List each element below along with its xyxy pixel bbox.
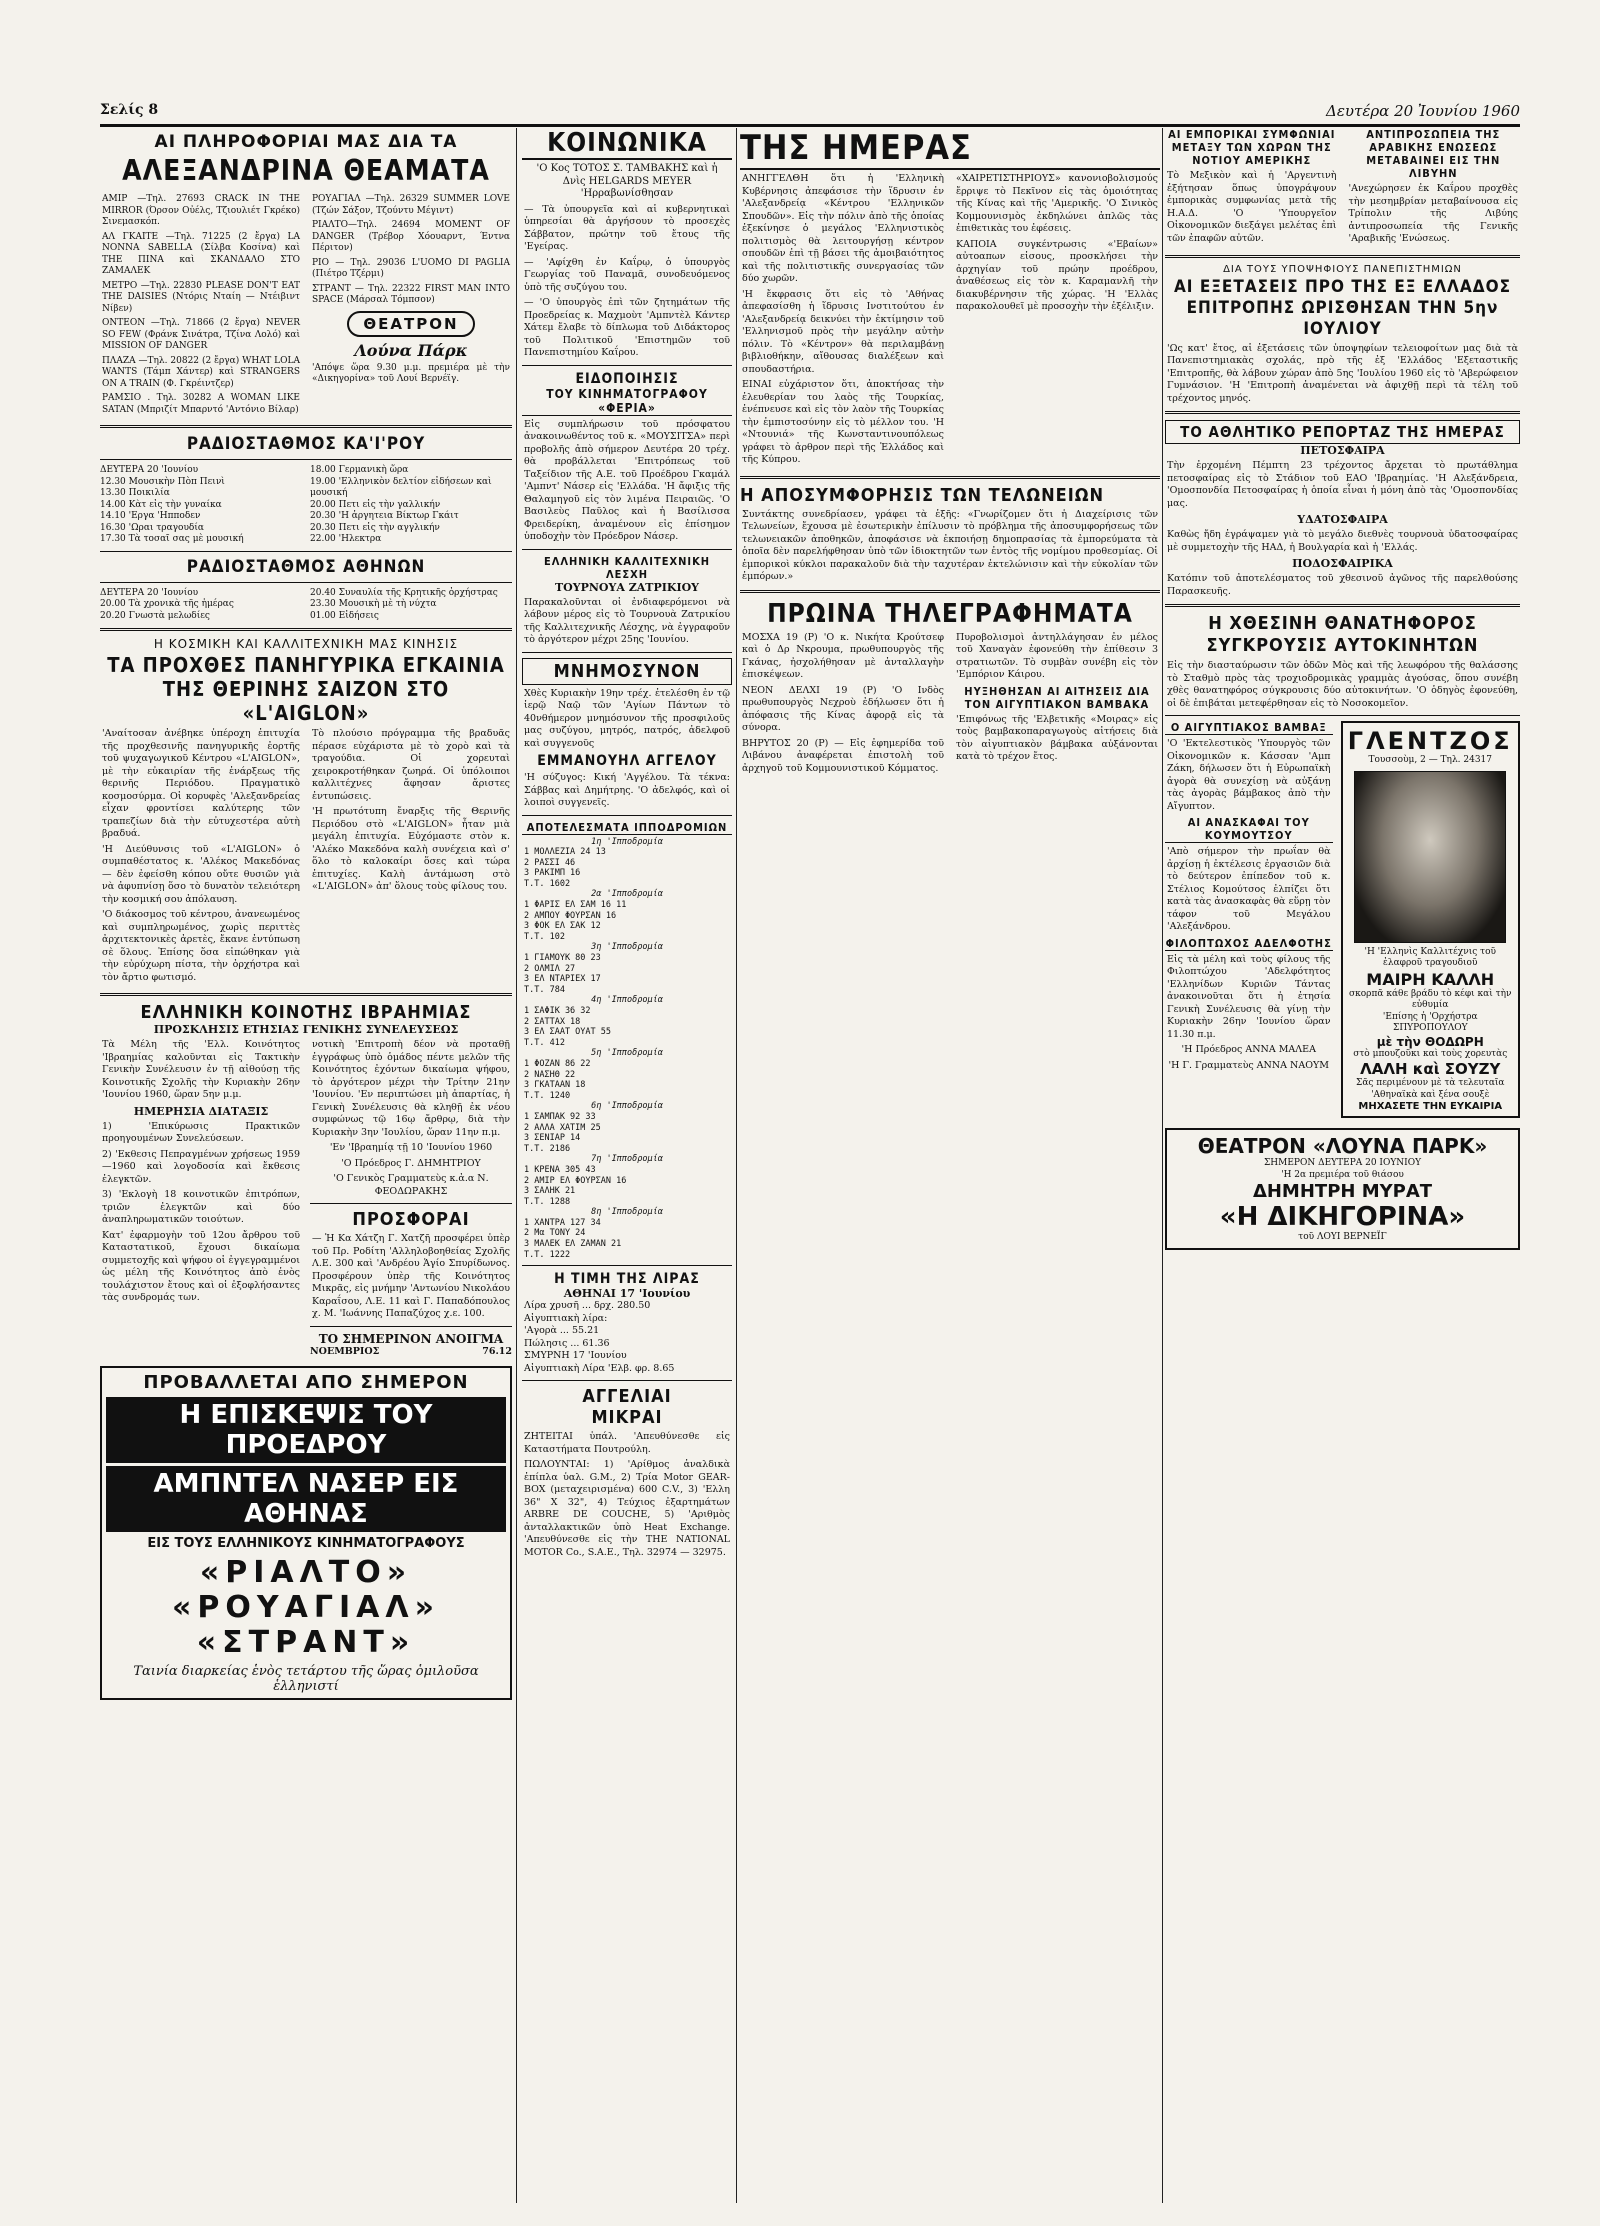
radio-entry: 13.30 Ποικιλία (100, 488, 170, 498)
social-paragraph: 'Ο διάκοσμος τοῦ κέντρου, ἀνανεωμένος καὶ συμπληρωμένος, χωρὶς περιττὲς ἀρχιτεκτονικὲς ἀρετὲς, ἔκανε ἐντύπωση σὲ ὅλους. Ἐπίσης ὅσα εἰπώθηκαν γιὰ τὴν εὐρύχωρη πίστα, τὴν ὀρχήστρα καὶ τὸν ἄρτιο φωτισμό. (102, 909, 300, 983)
telegram: ΒΗΡΥΤΟΣ 20 (Ρ) — Εἰς ἐφημερίδα τοῦ Λιβάνου ἀναφέρεται ἐπιστολὴ τοῦ ἀρχηγοῦ τοῦ Κομμουνιστικοῦ Κόμματος. (742, 737, 944, 774)
race-results (524, 837, 730, 1261)
cinema-listing: ΜΕΤΡΟ —Τηλ. 22830 PLEASE DON'T EAT THE DAISIES (Ντόρις Νταίη — Ντέιβιντ Νίβεν) (102, 280, 300, 314)
radio-entry: 17.30 Τὰ τοσαῖ σας μὲ μουσική (100, 534, 244, 544)
radio-entry: 18.00 Γερμανικὴ ὥρα (310, 465, 409, 475)
race-row: Τ.Τ. 412 (524, 1037, 565, 1048)
offers-text: — Ἡ Κα Χάτζη Γ. Χατζῆ προσφέρει ὑπὲρ τοῦ Πρ. Ροδίτη 'Αλληλοβοηθείας Σχολῆς Λ.Ε. 300 καὶ 'Ανδρέου Ἁγίο Σπυρίδωνος. Προσφέρουν ὑπὲρ τῆς Κοινότητος Μικρᾶς, εἰς μνήμην 'Αντωνίου Νικολάου Καραΐσου, Λ.Ε. 11 καὶ Γ. Παπαδόπουλος χ. Μ. 'Ιωάννης Παπαζύχος χ.ε. 100. (312, 1233, 510, 1319)
opening-value: 76.12 (482, 1345, 512, 1357)
race-row: 3 ΕΛ ΝΤΑΡΙΕΧ 17 (524, 974, 601, 985)
races-title: ΑΠΟΤΕΛΕΣΜΑΤΑ ΙΠΠΟΔΡΟΜΙΩΝ (522, 821, 732, 835)
sports-subhead: ΠΟΔΟΣΦΑΙΡΙΚΑ (1292, 557, 1393, 570)
race-row: 1 ΧΑΝΤΡΑ 127 34 (524, 1217, 601, 1228)
radio-entry: 20.20 Γνωστὰ μελωδίες (100, 610, 210, 621)
ibrahimia-signature: 'Ο Γενικὸς Γραμματεὺς κ.ἀ.α Ν. ΦΕΟΔΩΡΑΚΗΣ (333, 1173, 489, 1197)
classifieds-subtitle: ΜΙΚΡΑΙ (591, 1407, 663, 1429)
of-the-day-title: ΤΗΣ ΗΜΕΡΑΣ (740, 128, 1160, 170)
race-row: Τ.Τ. 1222 (524, 1249, 571, 1260)
telegrams-title: ΠΡΩΙΝΑ ΤΗΛΕΓΡΑΦΗΜΑΤΑ (767, 598, 1133, 629)
radio-entry: 20.30 Πετι εἰς τὴν αγγλικήν (310, 522, 440, 533)
ibrahimia-place: 'Εν 'Ιβραημίᾳ τῇ 10 'Ιουνίου 1960 (329, 1142, 493, 1153)
glentzos-ad (1341, 721, 1521, 1118)
glentzos-caption: 'Η 'Ελληνὶς Καλλιτέχνις τοῦ ἐλαφροῦ τραγουδιοῦ (1364, 946, 1497, 968)
ibrahimia-paragraph: Τὰ Μέλη τῆς 'Ελλ. Κοινότητος 'Ιβραημίας καλοῦνται εἰς Τακτικὴν Γενικὴν Συνέλευσιν ἐν τῇ αἰθούσῃ τῆς Κοινοτικῆς Σχολῆς τὴν Κυριακὴν 26ην 'Ιουνίου 1960, ὥραν 5ην μ.μ. (102, 1039, 300, 1100)
column-article: ΕΙΝΑΙ εὐχάριστον ὅτι, ἀποκτήσας τὴν ἐλευθερίαν του λαὸς τῆς Τουρκίας, ἐνέπνευσε καὶ εἰς τὸν λαὸν τῆς Τουρκίας τὴν ἐμπιστοσύνην εἰς τὸ μέλλον του. 'Η «Ντουνιά» τῆς Κωνσταντινουπόλεως γράφει τὸ ἀρθρον περὶ τῆς Ἑλλάδος καὶ τῆς Κύπρου. (742, 379, 944, 465)
pound-row: Αἰγυπτιακὴ Λίρα 'Ελβ. φρ. 8.65 (524, 1362, 675, 1374)
race-row: 1 ΣΑΜΠΑΚ 92 33 (524, 1111, 596, 1122)
column-article: ΑΝΗΓΓΕΛΘΗ ὅτι ἡ 'Ελληνικὴ Κυβέρνησις ἀπεφάσισε τὴν ἵδρυσιν ἐν 'Αλεξανδρείᾳ «Κέντρου 'Ελληνικῶν Σπουδῶν». Εἰς τὴν πόλιν ἀπὸ τῆς ὁποίας ἐξεκίνησε ὁ μεγάλος 'Ελληνιστικὸς πολιτισμὸς θὰ λειτουργήσῃ κέντρον σπουδῶν ἐπὶ τῇ βάσει τῆς ἀμοιβαιότητος καὶ τῆς πολιτιστικῆς συνεργασίας τῶν δύο χωρῶν. (742, 173, 944, 284)
radio-entry: 20.00 Πετι εἰς τὴν γαλλικήν (310, 499, 441, 510)
race-row: 2 ΑΜΙΡ ΕΛ ΦΟΥΡΣΑΝ 16 (524, 1175, 627, 1186)
social-paragraph: 'Η Διεύθυνσις τοῦ «L'AIGLON» ὁ συμπαθέστατος κ. 'Αλέκος Μακεδόνας — δὲν ἐφείσθη κόπου οὔτε θυσιῶν γιὰ νὰ ἀφυπνίσῃ ὅσο τὸ δυνατὸν τελειότερη τὴν κοσμική σου ἀπόλαυση. (102, 843, 300, 905)
singer-name: ΜΑΙΡΗ ΚΑΛΛΗ (1366, 969, 1495, 989)
theatre-note: 'Απόψε ὥρα 9.30 μ.μ. πρεμιέρα μὲ τὴν «Δικηγορίνα» τοῦ Λουί Βερνέϊγ. (312, 362, 510, 384)
telegram: ΝΕΟΝ ΔΕΛΧΙ 19 (Ρ) 'Ο Ινδὸς πρωθυπουργὸς Νεχροὺ ἐδήλωσεν ὅτι ἡ ἀπόφασις τῆς Κίνας ἀφορᾷ εἰς τὰ σύνορα. (742, 684, 944, 733)
race-row: 1 ΜΟΛΛΕΖΙΑ 24 13 (524, 847, 606, 858)
exams-kicker: ΔΙΑ ΤΟΥΣ ΥΠΟΨΗΦΙΟΥΣ ΠΑΝΕΠΙΣΤΗΜΙΩΝ (1223, 263, 1462, 275)
ibrahimia-subtitle: ΠΡΟΣΚΛΗΣΙΣ ΕΤΗΣΙΑΣ ΓΕΝΙΚΗΣ ΣΥΝΕΛΕΥΣΕΩΣ (153, 1023, 459, 1036)
radio-date: ΔΕΥΤΕΡΑ 20 'Ιουνίου (100, 465, 199, 475)
theatre-badge: ΘΕΑΤΡΟΝ (347, 311, 474, 337)
customs-text: Συντάκτης συνεδρίασεν, γράφει τὰ ἑξῆς: «Γνωρίζομεν ὅτι ἡ Διαχείρισις τῶν Τελωνείων, ἔχουσα μὲ ἐσωτερικὴν ἐπίλυσιν τὸ πρόβλημα τῆς ἀποσυμφορήσεως τῶν τελωνειακῶν ἀποθηκῶν, ἀποφάσισε νὰ ἐκποιήσῃ δημοπρασίας τὰ ἐμπορεύματα τὰ ὁποῖα δὲν παρελήφθησαν ὑπὸ τῶν ἰδιοκτητῶν των ἐντὸς τῆς νομίμου προθεσμίας. Οἱ ἐμπορικοὶ κύκλοι παρακαλοῦν διὰ τὴν ταχυτέραν ἐκτελώνισιν καὶ τὴν εὐκολίαν τῶν ἐμπόρων.» (742, 508, 1158, 582)
radio-entry: 23.30 Μουσικὴ μὲ τὴ νύχτα (310, 599, 437, 609)
race-heading: 2α 'Ιπποδρομία (591, 889, 663, 900)
ibrahimia-signature: 'Ο Πρόεδρος Γ. ΔΗΜΗΤΡΙΟΥ (341, 1157, 481, 1169)
radio-entry: 16.30 'Ωραι τραγουδία (100, 522, 204, 533)
race-row: 2 Μα ΤΟΝΥ 24 (524, 1228, 586, 1239)
social-news: — 'Αφίχθη ἐν Καΐρῳ, ὁ ὑπουργὸς Γεωργίας τοῦ Παναμᾶ, συνοδευόμενος ὑπὸ τῆς συζύγου του. (524, 256, 730, 293)
cotton-title: Ο ΑΙΓΥΠΤΙΑΚΟΣ ΒΑΜΒΑΞ (1165, 721, 1333, 735)
exams-text: 'Ως κατ' ἔτος, αἱ ἐξετάσεις τῶν ὑποψηφίων τελειοφοίτων μας διὰ τὰ Πανεπιστημιακὰς σχολάς, πρὸ τῆς ἐξ 'Ελλάδος 'Εξεταστικῆς 'Επιτροπῆς, θὰ λάβουν χώραν ἀπὸ 5ης 'Ιουλίου 1960 εἰς τὸ 'Αβερώφειον Γυμνάσιον. 'Η 'Επιτροπὴ ἀναμένεται νὰ ἀφιχθῇ περὶ τὰ τέλη τοῦ τρέχοντος μηνός. (1167, 342, 1518, 404)
cinema-listing: ΣΤΡΑΝΤ — Τηλ. 22322 FIRST MAN INTO SPACE (Μάρσαλ Τόμπσον) (312, 283, 510, 305)
ad-headline: Η ΕΠΙΣΚΕΨΙΣ ΤΟΥ ΠΡΟΕΔΡΟΥ (106, 1397, 506, 1463)
trade-text: Τὸ Μεξικὸν καὶ ἡ 'Αργεντινὴ ἐξήτησαν ὅπως ὑπογράψουν ἐμπορικὰς συμφωνίας μετὰ τῆς Η.Α.Δ. 'Ο 'Υπουργεῖον Οἰκονομικῶν διεξάγει μελέτας ἐπὶ τῶν ἐπαφῶν αὐτῶν. (1167, 170, 1337, 244)
ad-headline: ΑΜΠΝΤΕΛ ΝΑΣΕΡ ΕΙΣ ΑΘΗΝΑΣ (106, 1466, 506, 1532)
pound-row: 'Αγορὰ ... 55.21 (524, 1325, 600, 1337)
race-row: 2 ΑΜΠΟΥ ΦΟΥΡΣΑΝ 16 (524, 910, 617, 921)
memorial-text: Χθὲς Κυριακὴν 19ην τρέχ. ἐτελέσθη ἐν τῷ ἱερῷ Ναῷ τῶν 'Αγίων Πάντων τὸ 40νθήμερον μνημόσυνον τῆς προσφιλοῦς μας συζύγου, μητρός, πατρός, ἀδελφοῦ καὶ συγγενοῦς (524, 687, 730, 749)
cinema-listing: ΑΛ ΓΚΑΙΤΕ —Τηλ. 71225 (2 ἔργα) LA NONNA SABELLA (Σίλβα Κοσίνα) καὶ THE ΠΙΝΑ καὶ ΣΚΑΝΔΑΛΟ ΣΤΟ ΖΑΜΑΛΕΚ (102, 231, 300, 276)
chess-text: Παρακαλοῦνται οἱ ἐνδιαφερόμενοι νὰ λάβουν μέρος εἰς τὸ Τουρνουὰ Ζατρικίου τῆς Καλλιτεχνικῆς Λέσχης, νὰ ἐγγραφοῦν τὸ ἀργότερον μέχρι 25ης 'Ιουνίου. (524, 596, 730, 645)
cinema-listing: ΡΙΟ — Τηλ. 29036 L'UOMO DI PAGLIA (Πιέτρο Τζέρμι) (312, 257, 510, 279)
glentzos-line: Σᾶς περιμένουν μὲ τὰ τελευταῖα 'Αθηναϊκὰ καὶ ξένα σουξὲ (1355, 1078, 1505, 1100)
social-news: — Τὰ ὑπουργεῖα καὶ αἱ κυβερνητικαὶ ὑπηρεσίαι θὰ ἀργήσουν τὸ προσεχὲς Σάββατον, πρώτην τοῦ ἔτους τῆς 'Εγείρας. (524, 203, 730, 252)
race-heading: 4η 'Ιπποδρομία (591, 995, 663, 1006)
excavation-title: ΑΙ ΑΝΑΣΚΑΦΑΙ ΤΟΥ ΚΟΥΜΟΥΤΣΟΥ (1165, 816, 1333, 843)
pound-title: Η ΤΙΜΗ ΤΗΣ ΛΙΡΑΣ (554, 1271, 700, 1288)
race-heading: 6η 'Ιπποδρομία (591, 1101, 663, 1112)
lunapark-play: «Η ΔΙΚΗΓΟΡΙΝΑ» (1219, 1202, 1466, 1232)
race-row: Τ.Τ. 1240 (524, 1090, 571, 1101)
agenda-item: 3) 'Εκλογὴ 18 κοινοτικῶν ἐπιτρόπων, τριῶν ἐλεγκτῶν καὶ δύο ἀναπληρωματικῶν τοιούτων. (102, 1189, 300, 1225)
shows-title: ΑΛΕΞΑΝΔΡΙΝΑ ΘΕΑΜΑΤΑ (122, 154, 490, 187)
column-2 (522, 128, 732, 2208)
race-row: 1 ΦΑΡΙΣ ΕΛ ΣΑΜ 16 11 (524, 900, 627, 911)
race-heading: 7η 'Ιπποδρομία (591, 1154, 663, 1165)
pound-row: Πώλησις ... 61.36 (524, 1337, 610, 1349)
glentzos-address: Τουσσοὺμ, 2 — Τηλ. 24317 (1368, 755, 1493, 765)
lunapark-author: τοῦ ΛΟΥΙ ΒΕΡΝΕΪΓ (1298, 1232, 1387, 1242)
race-heading: 5η 'Ιπποδρομία (591, 1048, 663, 1059)
race-row: Τ.Τ. 102 (524, 931, 565, 942)
ad-cinema: «ΣΤΡΑΝΤ» (196, 1625, 416, 1660)
cinema-listing: ΠΛΑΖΑ —Τηλ. 20822 (2 ἔργα) WHAT LOLA WANTS (Τάμπ Χάντερ) καὶ STRANGERS ON A TRAIN (Φ. Γκρέιντζερ) (102, 355, 300, 389)
lunapark-ad (1165, 1128, 1520, 1250)
classifieds-title: ΑΓΓΕΛΙΑΙ (582, 1386, 672, 1408)
cinema-listing: ΡΙΑΛΤΟ—Τηλ. 24694 MOMENT OF DANGER (Τρέβορ Χόουαρντ, Έντνα Πέριτον) (312, 220, 510, 253)
column-divider (736, 128, 737, 2203)
radio-entry: 19.00 'Ελληνικὸν δελτίον εἰδήσεων καὶ μουσική (310, 476, 492, 498)
race-row: 2 ΑΛΛΑ ΧΑΤΙΜ 25 (524, 1122, 601, 1133)
excavation-text: 'Απὸ σήμερον τὴν πρωΐαν θὰ ἀρχίσῃ ἡ ἐκτέλεσις ἐργασιῶν διὰ τὸ δεύτερον ἐπίπεδον τοῦ κ. Στέλιος Κομούτσος ἐλπίζει ὅτι κατὰ τὰς ἀνασκαφὰς θὰ εὕρῃ τὸν τάφον τοῦ Μεγάλου 'Αλεξάνδρου. (1167, 846, 1331, 932)
race-row: 2 ΝΑΣΗΘ 22 (524, 1069, 576, 1080)
cotton-text: 'Ο 'Εκτελεστικὸς 'Υπουργὸς τῶν Οἰκονομικῶν κ. Κάσσαν 'Αμπ Ζάκη, δήλωσεν ὅτι ἡ Εὐρωπαϊκὴ ἀγορὰ θὰ συνεχίσῃ νὰ αὐξάνῃ τὰς ἀγορὰς βάμβακος ἀπὸ τὴν Αἴγυπτον. (1167, 738, 1331, 812)
race-row: 1 ΚΡΕΝΑ 305 43 (524, 1164, 596, 1175)
ibrahimia-paragraph: νοτικὴ 'Επιτροπὴ δέον νὰ προταθῇ ἐγγράφως ὑπὸ ὁμάδος πέντε μελῶν τῆς Κοινότητος ἐχόντων δικαίωμα ψήφου, τὸ ἀργότερον μέχρι τὴν Τρίτην 21ην 'Ιουνίου. 'Εν περιπτώσει μὴ ἀπαρτίας, ἡ Γενικὴ Συνέλευσις θὰ κληθῇ ἐκ νέου συμφώνως τῷ 16ῳ ἄρθρῳ, διὰ τὴν Κυριακὴν 3ην 'Ιουλίου, ὥραν 11ην π.μ. (312, 1039, 510, 1138)
agenda-item: 1) 'Επικύρωσις Πρακτικῶν προηγουμένων Συνελεύσεων. (102, 1120, 300, 1144)
race-row: 2 ΟΛΜΙΛ 27 (524, 963, 576, 974)
radio-entry: 20.00 Τὰ χρονικὰ τῆς ἡμέρας (100, 599, 234, 609)
column-article: ΚΑΠΟΙΑ συγκέντρωσις «'Εβαίων» αὐτοαπων εἰσους, προσκλήσει τὴν ἀρχηγίαν τοῦ πρώην προέδρου, ἀναθέσεως εἰς τὸν κ. Καραμανλῆ τὴν διακυβέρνησιν τῆς χώρας. 'Η 'Ελλὰς παρακολουθεῖ μὲ προσοχὴν τὴν ἐξέλιξιν. (956, 238, 1158, 312)
customs-title: Η ΑΠΟΣΥΜΦΟΡΗΣΙΣ ΤΩΝ ΤΕΛΩΝΕΙΩΝ (740, 484, 1105, 506)
theatre-name: Λούνα Πάρκ (354, 340, 468, 360)
glentzos-line: μὲ τὴν ΘΟΔΩΡΗ (1376, 1034, 1484, 1049)
cotton-demand-title: ΗΥΞΗΘΗΣΑΝ ΑΙ ΑΙΤΗΣΕΙΣ ΔΙΑ ΤΟΝ ΑΙΓΥΠΤΙΑΚΟΝ ΒΑΜΒΑΚΑ (964, 684, 1150, 711)
race-row: Τ.Τ. 1288 (524, 1196, 571, 1207)
social-paragraph: 'Αναίτοσαν ἀνέβηκε ὑπέροχη ἐπιτυχία τῆς προχθεσινῆς πανηγυρικῆς ἐορτῆς τοῦ ψυχαγωγικοῦ Κέντρου «L'AIGLON», μὲ τὴν εὐκαιρίαν τῆς ἐνάρξεως τῆς θερινῆς Περιόδου. Πραγματικὸ κοσμοσύρμα. Οἱ κορυφὲς 'Αλεξανδρείας εἶχαν φροντίσει καλύτερης τῶν τραπεζίων διὰ τὴν εὐτυχεστέρα αὐτὴ βραδυά. (102, 728, 300, 839)
radio-cairo-title: ΡΑΔΙΟΣΤΑΘΜΟΣ ΚΑ'Ι'ΡΟΥ (186, 434, 426, 454)
pound-row: Λίρα χρυσῆ ... δρχ. 280.50 (524, 1300, 651, 1312)
page-number: Σελίς 8 (100, 102, 159, 118)
pound-subtitle: ΑΘΗΝΑΙ 17 'Ιουνίου (563, 1287, 691, 1301)
opening-title: ΤΟ ΣΗΜΕΡΙΝΟΝ ΑΝΟΙΓΜΑ (318, 1331, 504, 1346)
charity-signature: 'Η Πρόεδρος ΑΝΝΑ ΜΑΛΕΑ (1181, 1044, 1316, 1055)
column-divider (1162, 128, 1163, 2203)
glentzos-line: ΜΗΧΑΣΕΤΕ ΤΗΝ ΕΥΚΑΙΡΙΑ (1358, 1101, 1503, 1112)
race-row: 3 ΣΑΛΗΚ 21 (524, 1186, 576, 1197)
radio-date: ΔΕΥΤΕΡΑ 20 'Ιουνίου (100, 587, 199, 598)
radio-entry: 22.00 'Ηλεκτρα (310, 534, 382, 544)
pound-row: ΣΜΥΡΝΗ 17 'Ιουνίου (524, 1350, 627, 1362)
race-row: 3 ΜΑΛΕΚ ΕΛ ΖΑΜΑΝ 21 (524, 1239, 622, 1250)
race-row: 3 ΡΑΚΙΜΠ 16 (524, 868, 581, 879)
radio-entry: 14.10 'Εργα 'Ηπποδεν (100, 511, 201, 521)
cinema-listing: ΡΑΜΣΙΟ . Τηλ. 30282 A WOMAN LIKE SATAN (Μπριζίτ Μπαρντό 'Αντόνιο Βίλαρ) (102, 393, 300, 415)
ad-cinema: «ΡΙΑΛΤΟ» (199, 1555, 413, 1590)
sports-text: Κατόπιν τοῦ ἀποτελέσματος τοῦ χθεσινοῦ ἀγῶνος τῆς παρελθούσης Παρασκευῆς. (1167, 573, 1518, 597)
chess-title: ΕΛΛΗΝΙΚΗ ΚΑΛΛΙΤΕΧΝΙΚΗ ΛΕΣΧΗ (543, 554, 711, 581)
race-row: 1 ΣΑΦΙΚ 36 32 (524, 1006, 591, 1016)
race-row: Τ.Τ. 2186 (524, 1143, 571, 1154)
radio-entry: 20.40 Συναυλία τῆς Κρητικῆς ὀρχήστρας (310, 587, 498, 598)
race-row: 1 ΓΙΑΜΟΥΚ 80 23 (524, 953, 601, 964)
race-row: 3 ΕΛ ΣΑΑΤ ΟΥΑΤ 55 (524, 1027, 611, 1038)
pound-row: Αἰγυπτιακὴ λίρα: (524, 1312, 608, 1324)
engagement-notice: 'Ο Κος ΤΟΤΟΣ Σ. ΤΑΜΒΑΚΗΣ καὶ ἡ Δνὶς HELGARDS MEYER 'Ηρραβωνίσθησαν (536, 163, 718, 199)
radio-entry: 12.30 Μουσικὴν Πὸπ Πεινὶ (100, 476, 225, 487)
accident-headline: Η ΧΘΕΣΙΝΗ ΘΑΝΑΤΗΦΟΡΟΣ ΣΥΓΚΡΟΥΣΙΣ ΑΥΤΟΚΙΝΗΤΩΝ (1206, 613, 1479, 656)
radio-entry: 01.00 Εἰδήσεις (310, 610, 379, 621)
telegram: ΜΟΣΧΑ 19 (Ρ) 'Ο κ. Νικήτα Κρούτσεφ καὶ ὁ Δρ Νκρουμα, πρωθυπουργὸς τῆς Γκάνας, ἠσχολήθησαν μὲ ἀνταλλαγὴν ἐπισκέψεων. (742, 631, 944, 680)
dancers-names: ΛΑΛΗ καὶ ΣΟΥΖΥ (1360, 1060, 1501, 1078)
sports-title: ΤΟ ΑΘΛΗΤΙΚΟ ΡΕΠΟΡΤΑΖ ΤΗΣ ΗΜΕΡΑΣ (1165, 420, 1520, 444)
social-kicker: Η ΚΟΣΜΙΚΗ ΚΑΙ ΚΑΛΛΙΤΕΧΝΙΚΗ ΜΑΣ ΚΙΝΗΣΙΣ (153, 637, 459, 651)
lunapark-date: ΣΗΜΕΡΟΝ ΔΕΥΤΕΡΑ 20 ΙΟΥΝΙΟΥ (1263, 1158, 1422, 1168)
feria-text: Εἰς συμπλήρωσιν τοῦ πρόσφατου ἀνακοινωθέντος τοῦ κ. «ΜΟΥΣΙΤΣΑ» περὶ προβολῆς ἀπὸ σήμερον Δευτέρα 20 τρέχ. θὰ προβάλλεται 'Επιτρόπεως τοῦ Ταξείδιον τῆς Α.Ε. τοῦ Προέδρου Γκαμάλ 'Αμπντ' Νάσερ εἰς 'Ελλάδα. 'Η ἄφιξις τῆς Θαλαμηγοῦ εἰς τὸν λιμένα Πειραιῶς. 'Ο Βασιλεὺς Παῦλος καὶ ἡ Βασίλισσα Φρειδερίκη, ἀναμένουν εἰς ἐπίσημον ὑποδοχὴν τὸν Πρόεδρον Νάσερ. (524, 418, 730, 542)
lunapark-line: 'Η 2α πρεμιέρα τοῦ θιάσου (1281, 1169, 1404, 1180)
column-4 (1165, 128, 1520, 2208)
radio-entry: 14.00 Κὰτ εἰς τὴν γυναίκα (100, 499, 222, 510)
glentzos-line: στὸ μπουζοῦκι καὶ τοὺς χορευτὰς (1353, 1048, 1508, 1059)
sports-subhead: ΠΕΤΟΣΦΑΙΡΑ (1300, 444, 1385, 457)
radio-entry: 20.30 'Η ἀργητεια Βίκτωρ Γκάιτ (310, 511, 459, 521)
charity-title: ΦΙΛΟΠΤΩΧΟΣ ΑΔΕΛΦΟΤΗΣ (1165, 936, 1332, 950)
race-heading: 3η 'Ιπποδρομία (591, 942, 663, 953)
arab-delegation-text: 'Ανεχώρησεν ἐκ Καΐρου προχθὲς τὴν μεσημβρίαν μεταβαίνουσα εἰς Τρίπολιν τῆς Λιβύης ἀντιπροσωπεία τῆς Γενικῆς 'Αραβικῆς 'Ενώσεως. (1348, 183, 1518, 244)
cinema-listing: ΟΝΤΕΟΝ —Τηλ. 71866 (2 ἔργα) NEVER SO FEW (Φράνκ Σινάτρα, Τζίνα Λολό) καὶ MISSION OF DANGER (102, 318, 300, 351)
column-1 (100, 128, 512, 2208)
offers-title: ΠΡΟΣΦΟΡΑΙ (352, 1209, 470, 1230)
race-row: Τ.Τ. 784 (524, 984, 565, 995)
ad-subtitle: ΕΙΣ ΤΟΥΣ ΕΛΛΗΝΙΚΟΥΣ ΚΙΝΗΜΑΤΟΓΡΑΦΟΥΣ (147, 1536, 465, 1551)
charity-signature: 'Η Γ. Γραμματεὺς ΑΝΝΑ ΝΑΟΥΜ (1168, 1059, 1330, 1071)
classified-ad: ΠΩΛΟΥΝΤΑΙ: 1) 'Αρίθμος ἀναλδικὰ ἐπίπλα ὑαλ. G.M., 2) Τρία Motor GEAR-BOX (μεταχειρισμένα) 600 C.V., 3) 'Ελλη 36" X 32", 4) Τεύχιος ἐξαρτημάτων ARBRE DE COUCHE, 5) 'Αριθμὸς ἀνταλλακτικῶν ὑπὸ Heat Exchange. 'Απευθύνεσθε εἰς τὴν THE NATIONAL MOTOR Co., S.A.E., Τηλ. 32974 — 32975. (524, 1459, 730, 1558)
race-row: 2 ΡΑΣΣΙ 46 (524, 857, 576, 868)
trade-title: ΑΙ ΕΜΠΟΡΙΚΑΙ ΣΥΜΦΩΝΙΑΙ ΜΕΤΑΞΥ ΤΩΝ ΧΩΡΩΝ ΤΗΣ ΝΟΤΙΟΥ ΑΜΕΡΙΚΗΣ (1168, 128, 1336, 167)
sports-subhead: ΥΔΑΤΟΣΦΑΙΡΑ (1297, 513, 1388, 526)
race-row: 3 ΓΚΑΤΑΑΝ 18 (524, 1080, 586, 1091)
arab-delegation-title: ΑΝΤΙΠΡΟΣΩΠΕΙΑ ΤΗΣ ΑΡΑΒΙΚΗΣ ΕΝΩΣΕΩΣ ΜΕΤΑΒΑΙΝΕΙ ΕΙΣ ΤΗΝ ΛΙΒΥΗΝ (1366, 128, 1501, 180)
column-article: «ΧΑΙΡΕΤΙΣΤΗΡΙΟΥΣ» κανονιοβολισμούς ἔρριψε τὸ Πεκῖνον εἰς τὰς ὁμοιότητας τῆς Κίνας καὶ τῆς 'Αμερικῆς. 'Ο Σινικὸς Κομμουνισμὸς ἐκδηλώνει ἁπλῶς τὰς ἐπιθετικὰς του ἐφέσεις. (956, 173, 1158, 234)
agenda-item: 2) 'Εκθεσις Πεπραγμένων χρήσεως 1959—1960 καὶ λογοδοσία καὶ ἔκθεσις ἐλεγκτῶν. (102, 1148, 300, 1185)
nasser-film-ad (100, 1366, 512, 1700)
exams-headline: ΑΙ ΕΞΕΤΑΣΕΙΣ ΠΡΟ ΤΗΣ ΕΞ ΕΛΛΑΔΟΣ ΕΠΙΤΡΟΠΗΣ ΩΡΙΣΘΗΣΑΝ ΤΗΝ 5ην ΙΟΥΛΙΟΥ (1173, 276, 1512, 339)
classified-ad: ΖΗΤΕΙΤΑΙ ὑπάλ. 'Απευθύνεσθε εἰς Καταστήματα Πουτρούλη. (524, 1431, 730, 1455)
ad-footer: Ταινία διαρκείας ἑνὸς τετάρτου τῆς ὥρας ὁμιλοῦσα ἑλληνιστί (133, 1664, 479, 1694)
singer-photo (1354, 771, 1506, 943)
race-row: 3 ΦΟΚ ΕΛ ΣΑΚ 12 (524, 921, 601, 932)
accident-text: Εἰς τὴν διασταύρωσιν τῶν ὁδῶν Μὸς καὶ τῆς λεωφόρου τῆς θαλάσσης τὸ Σταθμὸ πρὸς τὰς τροχιοδρομικὰς γραμμὰς ἀγούσας, ὅπου συνέβη χθὲς θανατηφόρος σύγκρουσις δύο αὐτοκινήτων. 'Ο ὁδηγὸς ἐφονεύθη, οἱ δὲ ἐπιβάται μετεφέρθησαν εἰς τὸ Νοσοκομεῖον. (1167, 660, 1518, 709)
sports-text: Καθὼς ἤδη ἐγράψαμεν γιὰ τὸ μεγάλο διεθνὲς τουρνουὰ ὑδατοσφαίρας μὲ συμμετοχὴν τῆς ΗΑΔ, ἡ Βουλγαρία καὶ ἡ 'Ελλάς. (1167, 529, 1518, 553)
column-divider (516, 128, 517, 2203)
ibrahimia-paragraph: Κατ' ἐφαρμογὴν τοῦ 12ου ἄρθρου τοῦ Καταστατικοῦ, ἔχουσι δικαίωμα συμμετοχῆς καὶ ψήφου οἱ ἐγγεγραμμένοι ὡς μέλη τῆς Κοινότητος ἀπὸ ἑνὸς τουλάχιστον ἔτους καὶ οἱ ἐξοφλήσαντες τὰς συνδρομάς των. (102, 1229, 300, 1303)
cinema-listing: ΑΜΙΡ —Τηλ. 27693 CRACK IN THE MIRROR (Όρσον Οὐέλς, Τζιουλιέτ Γκρέκο) Σινεμασκόπ. (102, 194, 300, 227)
social-column-title: ΚΟΙΝΩΝΙΚΑ (522, 128, 732, 160)
memorial-title: ΜΝΗΜΟΣΥΝΟΝ (522, 658, 732, 685)
memorial-family: 'Η σύζυγος: Κική 'Αγγέλου. Τὰ τέκνα: Σάββας καὶ Δημήτρης. 'Ο ἀδελφός, καὶ οἱ λοιποὶ συγγενεῖς. (524, 772, 730, 808)
race-row: Τ.Τ. 1602 (524, 878, 571, 889)
social-paragraph: Τὸ πλούσιο πρόγραμμα τῆς βραδυᾶς πέρασε εὐχάριστα μὲ τὸ χορὸ καὶ τὰ τραγούδια. Οἱ χορευταὶ χειροκροτήθηκαν ζωηρά. Οἱ ὑπόλοιποι καλλιτέχνες ἄφησαν ἄριστες ἐντυπώσεις. (312, 728, 510, 802)
social-headline: ΤΑ ΠΡΟΧΘΕΣ ΠΑΝΗΓΥΡΙΚΑ ΕΓΚΑΙΝΙΑ ΤΗΣ ΘΕΡΙΝΗΣ ΣΑΙΖΟΝ ΣΤΟ «L'AIGLON» (107, 653, 505, 725)
radio-athens-title: ΡΑΔΙΟΣΤΑΘΜΟΣ ΑΘΗΝΩΝ (186, 556, 426, 577)
glentzos-line: σκορπᾶ κάθε βράδυ τὸ κέφι καὶ τὴν εὐθυμία (1349, 988, 1512, 1010)
chess-subtitle: ΤΟΥΡΝΟΥΑ ΖΑΤΡΙΚΙΟΥ (554, 580, 700, 594)
column-article: 'Η ἔκφρασις ὅτι εἰς τὸ 'Αθήνας ἀπεφασίσθη ἡ ἵδρυσις Ινστιτούτου ἐν 'Αλεξανδρείᾳ δεικνύει τὴν ἐκτίμησιν τοῦ 'Ελληνισμοῦ πρὸς τὴν μεγάλην αὐτὴν πόλιν. Τὸ «Κέντρον» θὰ περιλαμβάνῃ βιβλιοθήκην, αἴθουσας διαλέξεων καὶ σπουδαστήρια. (742, 288, 944, 375)
memorial-name: ΕΜΜΑΝΟΥΗΛ ΑΓΓΕΛΟΥ (537, 753, 717, 769)
lunapark-troupe: ΔΗΜΗΤΡΗ ΜΥΡΑΤ (1252, 1181, 1433, 1202)
sports-text: Τὴν ἐρχομένη Πέμπτη 23 τρέχοντος ἄρχεται τὸ πρωτάθλημα πετοσφαίρας εἰς τὸ Στάδιον τοῦ ΕΑΟ 'Ιβραημίας. 'Η Αλεξάνδρεια, 'Ομοσπονδία Πετοσφαίρας ἡ ὁποία εἶναι ἡ μόνη ἀπὸ τὰς 'Ομοσπονδίας μας. (1167, 460, 1518, 509)
column-3 (740, 128, 1160, 2208)
cinema-listing: ΡΟΥΑΓΙΑΛ —Τηλ. 26329 SUMMER LOVE (Τζών Σάξον, Τζούντυ Μέγιντ) (312, 194, 510, 216)
race-heading: 8η 'Ιπποδρομία (591, 1207, 663, 1218)
race-row: 3 ΣΕΝΙΑΡ 14 (524, 1133, 581, 1144)
lunapark-title: ΘΕΑΤΡΟΝ «ΛΟΥΝΑ ΠΑΡΚ» (1197, 1134, 1488, 1158)
ibrahimia-title: ΕΛΛΗΝΙΚΗ ΚΟΙΝΟΤΗΣ ΙΒΡΑΗΜΙΑΣ (140, 1002, 472, 1023)
glentzos-title: ΓΛΕΝΤΖΟΣ (1347, 727, 1513, 755)
feria-title: ΤΟΥ ΚΙΝΗΜΑΤΟΓΡΑΦΟΥ «ΦΕΡΙΑ» (522, 387, 732, 416)
opening-month: ΝΟΕΜΒΡΙΟΣ (310, 1345, 380, 1357)
ad-cinema: «ΡΟΥΑΓΙΑΛ» (172, 1590, 440, 1625)
social-paragraph: 'Η πρωτότυπη ἔναρξις τῆς Θερινῆς Περιόδου στὸ «L'AIGLON» ἦταν μιὰ μεγάλη ἐπιτυχία. Εὐχόμαστε στὸν κ. 'Αλέκο Μακεδόνα καλὴ συνέχεια καὶ σ' ὅλο τὸ καλοκαίρι ὅσες καὶ τώρα ἐπιτυχίες. Καλὴ ἀντάμωση στὸ «L'AIGLON» ἀπ' ὅλους τοὺς φίλους του. (312, 806, 510, 892)
telegram: Πυροβολισμοὶ ἀντηλλάγησαν ἐν μέλος τοῦ Χαναγὰν ἐφονεύθη τὴν ἐπίθεσιν 3 στρατιωτῶν. Τὸ συμβὰν συνέβη εἰς τὸν 'Εμπόριον Κάιρου. (956, 631, 1158, 680)
ad-kicker: ΠΡΟΒΑΛΛΕΤΑΙ ΑΠΟ ΣΗΜΕΡΟΝ (143, 1372, 469, 1393)
cotton-demand-text: 'Επιφόνως τῆς 'Ελβετικῆς «Μοιρας» εἰς τοὺς βαμβακοπαραγωγοὺς αἰτήσεις διὰ τὸν αἰγυπτιακὸν βάμβακα αὐξάνονται κατὰ τὸ τρέχον ἔτος. (956, 713, 1158, 762)
charity-text: Εἰς τὰ μέλη καὶ τοὺς φίλους τῆς Φιλοπτώχου 'Αδελφότητος 'Ελληνίδων Κυριῶν Τάντας ἀνακοινοῦται ὅτι ἡ ἐτησία Γενικὴ Συνέλευσις θὰ γίνῃ τὴν Κυριακὴν 26ην 'Ιουνίου ὥραν 11.30 π.μ. (1167, 953, 1331, 1040)
agenda-title: ΗΜΕΡΗΣΙΑ ΔΙΑΤΑΞΙΣ (133, 1104, 269, 1118)
shows-kicker: ΑΙ ΠΛΗΡΟΦΟΡΙΑΙ ΜΑΣ ΔΙΑ ΤΑ (154, 132, 458, 152)
social-news: — 'Ο ὑπουργὸς ἐπὶ τῶν ζητημάτων τῆς Προεδρείας κ. Μαχμοὺτ 'Αμπντὲλ Κάντερ Χάτεμ ἔλαβε τὸ δίπλωμα τοῦ Διδάκτορος τοῦ Πολιτικοῦ 'Επιστημῶν τοῦ Πανεπιστημίου Καΐρου. (524, 297, 730, 358)
glentzos-line: 'Επίσης ἡ 'Ορχήστρα ΣΠΥΡΟΠΟΥΛΟΥ (1382, 1011, 1478, 1033)
feria-kicker: ΕΙΔΟΠΟΙΗΣΙΣ (575, 370, 679, 387)
issue-date: Δευτέρα 20 Ἰουνίου 1960 (1326, 102, 1520, 120)
race-heading: 1η 'Ιπποδρομία (591, 836, 663, 847)
race-row: 2 ΣΑΤΤΑΧ 18 (524, 1016, 581, 1027)
race-row: 1 ΦΟΖΑΝ 86 22 (524, 1058, 591, 1069)
masthead-bar (100, 102, 1520, 127)
